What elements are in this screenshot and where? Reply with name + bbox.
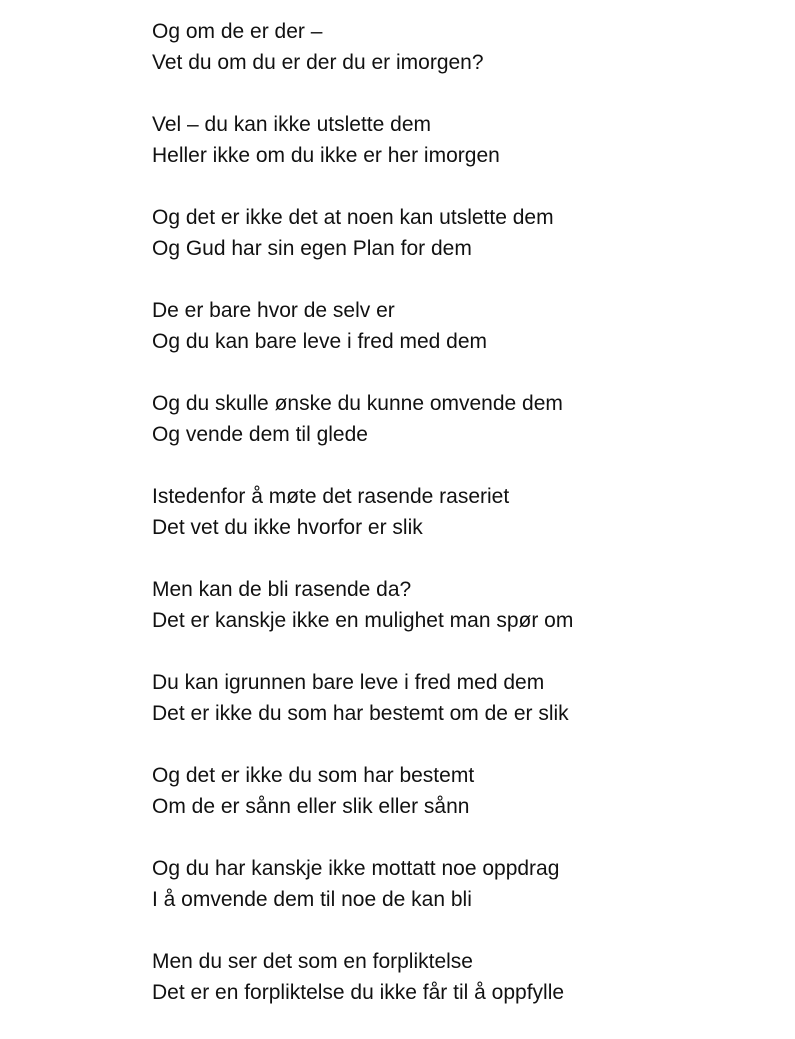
poem-line: Og du har kanskje ikke mottatt noe oppdrag bbox=[152, 857, 560, 880]
stanza bbox=[152, 295, 772, 357]
poem-line: Og om de er der – bbox=[152, 20, 323, 43]
poem-line: Du kan igrunnen bare leve i fred med dem bbox=[152, 671, 545, 694]
poem-line: Og du skulle ønske du kunne omvende dem bbox=[152, 392, 563, 415]
poem-line: De er bare hvor de selv er bbox=[152, 299, 395, 322]
poem-line: I å omvende dem til noe de kan bli bbox=[152, 888, 472, 911]
stanza bbox=[152, 574, 772, 636]
stanza bbox=[152, 946, 772, 1008]
poem-line: Og det er ikke det at noen kan utslette dem bbox=[152, 206, 554, 229]
stanza bbox=[152, 760, 772, 822]
poem-line: Og vende dem til glede bbox=[152, 423, 368, 446]
poem-line: Og Gud har sin egen Plan for dem bbox=[152, 237, 472, 260]
poem-line: Men du ser det som en forpliktelse bbox=[152, 950, 473, 973]
poem-line: Det er ikke du som har bestemt om de er slik bbox=[152, 702, 569, 725]
poem-line: Heller ikke om du ikke er her imorgen bbox=[152, 144, 500, 167]
poem-line: Om de er sånn eller slik eller sånn bbox=[152, 795, 470, 818]
poem-line: Og du kan bare leve i fred med dem bbox=[152, 330, 488, 353]
poem-line: Det er en forpliktelse du ikke får til å oppfylle bbox=[152, 981, 565, 1004]
poem-line: Vet du om du er der du er imorgen? bbox=[152, 51, 484, 74]
poem-line: Istedenfor å møte det rasende raseriet bbox=[152, 485, 510, 508]
poem-line: Og det er ikke du som har bestemt bbox=[152, 764, 475, 787]
poem-line: Det vet du ikke hvorfor er slik bbox=[152, 516, 423, 539]
stanza bbox=[152, 388, 772, 450]
stanza bbox=[152, 202, 772, 264]
poem-line: Vel – du kan ikke utslette dem bbox=[152, 113, 431, 136]
stanza bbox=[152, 481, 772, 543]
stanza bbox=[152, 853, 772, 915]
stanza bbox=[152, 16, 772, 78]
stanza bbox=[152, 109, 772, 171]
poem-line: Det er kanskje ikke en mulighet man spør om bbox=[152, 609, 574, 632]
stanza bbox=[152, 667, 772, 729]
poem-line: Men kan de bli rasende da? bbox=[152, 578, 412, 601]
poem-text bbox=[152, 16, 772, 1039]
